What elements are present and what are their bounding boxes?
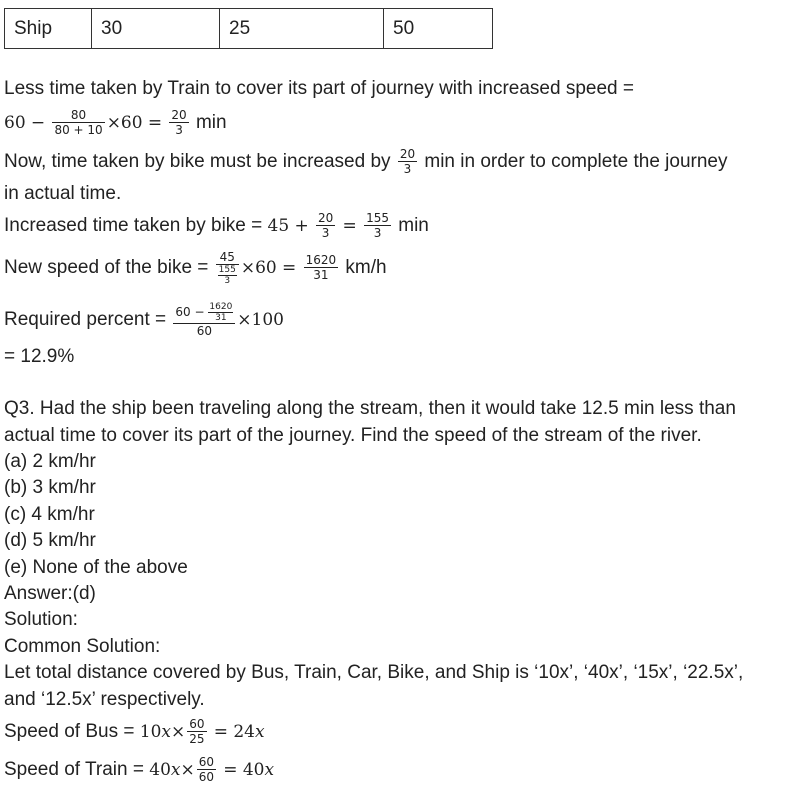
math-operator: ×100 bbox=[237, 310, 284, 330]
text-segment: Speed of Bus = bbox=[4, 721, 135, 742]
text-line: Less time taken by Train to cover its part of journey with increased speed = bbox=[4, 78, 634, 99]
text-segment: Speed of Train = bbox=[4, 759, 144, 780]
math-operator: = bbox=[282, 258, 297, 278]
math-operator: = bbox=[342, 216, 357, 236]
fraction-numerator: 1620 bbox=[209, 301, 233, 312]
fraction-numerator: 155 bbox=[366, 211, 389, 226]
text-line bbox=[4, 147, 727, 177]
question-line: Q3. Had the ship been traveling along the stream, then it would take 12.5 min less than bbox=[4, 398, 736, 419]
math-fraction bbox=[364, 211, 391, 240]
math-fraction bbox=[169, 108, 188, 137]
fraction-numerator: 45 bbox=[216, 250, 239, 265]
math-line bbox=[4, 716, 265, 748]
text-segment: Required percent = bbox=[4, 309, 167, 330]
math-number: 60 − bbox=[175, 304, 205, 319]
solution-heading: Solution: bbox=[4, 609, 78, 630]
math-term bbox=[233, 722, 264, 742]
option-a: (a) 2 km/hr bbox=[4, 451, 96, 472]
unit-label: km/h bbox=[345, 257, 387, 278]
fraction-denominator: 3 bbox=[373, 226, 382, 241]
math-fraction bbox=[216, 250, 239, 286]
math-line bbox=[4, 297, 284, 343]
text-line: Let total distance covered by Bus, Train, Car, Bike, and Ship is ‘10x’, ‘40x’, ‘15x’, ‘22.5x’, bbox=[4, 662, 744, 683]
nested-fraction bbox=[218, 265, 237, 286]
fraction-denominator: 31 bbox=[215, 312, 227, 323]
text-line: and ‘12.5x’ respectively. bbox=[4, 689, 205, 710]
table-cell: 25 bbox=[220, 9, 384, 49]
math-fraction bbox=[52, 108, 104, 137]
math-number: 40 bbox=[149, 760, 171, 780]
option-b: (b) 3 km/hr bbox=[4, 477, 96, 498]
math-variable: x bbox=[170, 760, 181, 780]
math-term bbox=[243, 760, 274, 780]
math-operator: = bbox=[213, 722, 229, 742]
fraction-denominator: 25 bbox=[189, 732, 205, 747]
math-line bbox=[4, 248, 387, 288]
math-operator: × bbox=[180, 760, 195, 780]
math-line bbox=[4, 108, 227, 138]
math-variable: x bbox=[161, 722, 171, 742]
math-variable: x bbox=[254, 722, 265, 742]
unit-label: min bbox=[398, 215, 429, 236]
option-e: (e) None of the above bbox=[4, 557, 188, 578]
option-d: (d) 5 km/hr bbox=[4, 530, 96, 551]
table-row bbox=[5, 9, 493, 49]
fraction-denominator: 3 bbox=[175, 123, 183, 138]
fraction-denominator: 80 + 10 bbox=[54, 123, 103, 138]
math-operator: × bbox=[170, 722, 186, 742]
data-table bbox=[4, 8, 493, 49]
option-c: (c) 4 km/hr bbox=[4, 504, 95, 525]
fraction-numerator: 20 bbox=[171, 108, 187, 123]
math-operator: = bbox=[223, 760, 238, 780]
math-operator: = bbox=[147, 113, 163, 133]
table-cell: Ship bbox=[5, 9, 92, 49]
fraction-numerator: 155 bbox=[218, 264, 236, 275]
math-operator: ×60 bbox=[106, 113, 143, 133]
math-number: 60 bbox=[4, 113, 26, 133]
fraction-numerator: 60 bbox=[189, 717, 205, 732]
fraction-denominator: 60 bbox=[198, 770, 215, 785]
text-segment: Increased time taken by bike = bbox=[4, 215, 263, 236]
fraction-numerator: 1620 bbox=[305, 253, 337, 268]
math-fraction bbox=[398, 147, 417, 176]
text-line: = 12.9% bbox=[4, 346, 75, 367]
fraction-numerator: 60 bbox=[198, 755, 215, 770]
nested-fraction bbox=[208, 302, 233, 323]
question-line: actual time to cover its part of the journey. Find the speed of the stream of the river. bbox=[4, 425, 702, 446]
fraction-denominator: 3 bbox=[224, 275, 231, 286]
fraction-denominator bbox=[216, 265, 239, 286]
math-fraction bbox=[304, 253, 339, 282]
fraction-denominator: 3 bbox=[321, 226, 330, 241]
unit-label: min bbox=[195, 112, 227, 133]
math-fraction bbox=[187, 717, 206, 746]
math-operator: ×60 bbox=[240, 258, 277, 278]
math-fraction bbox=[197, 755, 216, 784]
math-number: 10 bbox=[139, 722, 162, 742]
math-operator: + bbox=[294, 216, 309, 236]
math-number: 45 bbox=[267, 216, 290, 236]
math-number: 24 bbox=[233, 722, 255, 742]
fraction-numerator: 20 bbox=[399, 147, 416, 162]
text-segment: Now, time taken by bike must be increased by bbox=[4, 151, 391, 172]
answer-line: Answer:(d) bbox=[4, 583, 96, 604]
fraction-denominator: 60 bbox=[196, 323, 212, 338]
math-term bbox=[140, 722, 185, 742]
math-operator: − bbox=[30, 113, 46, 133]
math-variable: x bbox=[264, 760, 275, 780]
math-line bbox=[4, 754, 274, 786]
fraction-numerator: 80 bbox=[52, 108, 104, 123]
math-line bbox=[4, 211, 429, 241]
common-solution-heading: Common Solution: bbox=[4, 636, 161, 657]
math-fraction bbox=[316, 211, 335, 240]
fraction-numerator bbox=[173, 302, 235, 324]
table-cell: 30 bbox=[92, 9, 220, 49]
fraction-numerator: 20 bbox=[317, 211, 334, 226]
math-term bbox=[149, 760, 194, 780]
text-segment: New speed of the bike = bbox=[4, 257, 209, 278]
fraction-denominator: 3 bbox=[403, 162, 412, 177]
table-cell: 50 bbox=[384, 9, 493, 49]
math-number: 40 bbox=[242, 760, 265, 780]
text-line: in actual time. bbox=[4, 183, 122, 204]
math-fraction bbox=[173, 302, 235, 338]
fraction-denominator: 31 bbox=[313, 268, 329, 283]
text-segment: min in order to complete the journey bbox=[424, 151, 728, 172]
